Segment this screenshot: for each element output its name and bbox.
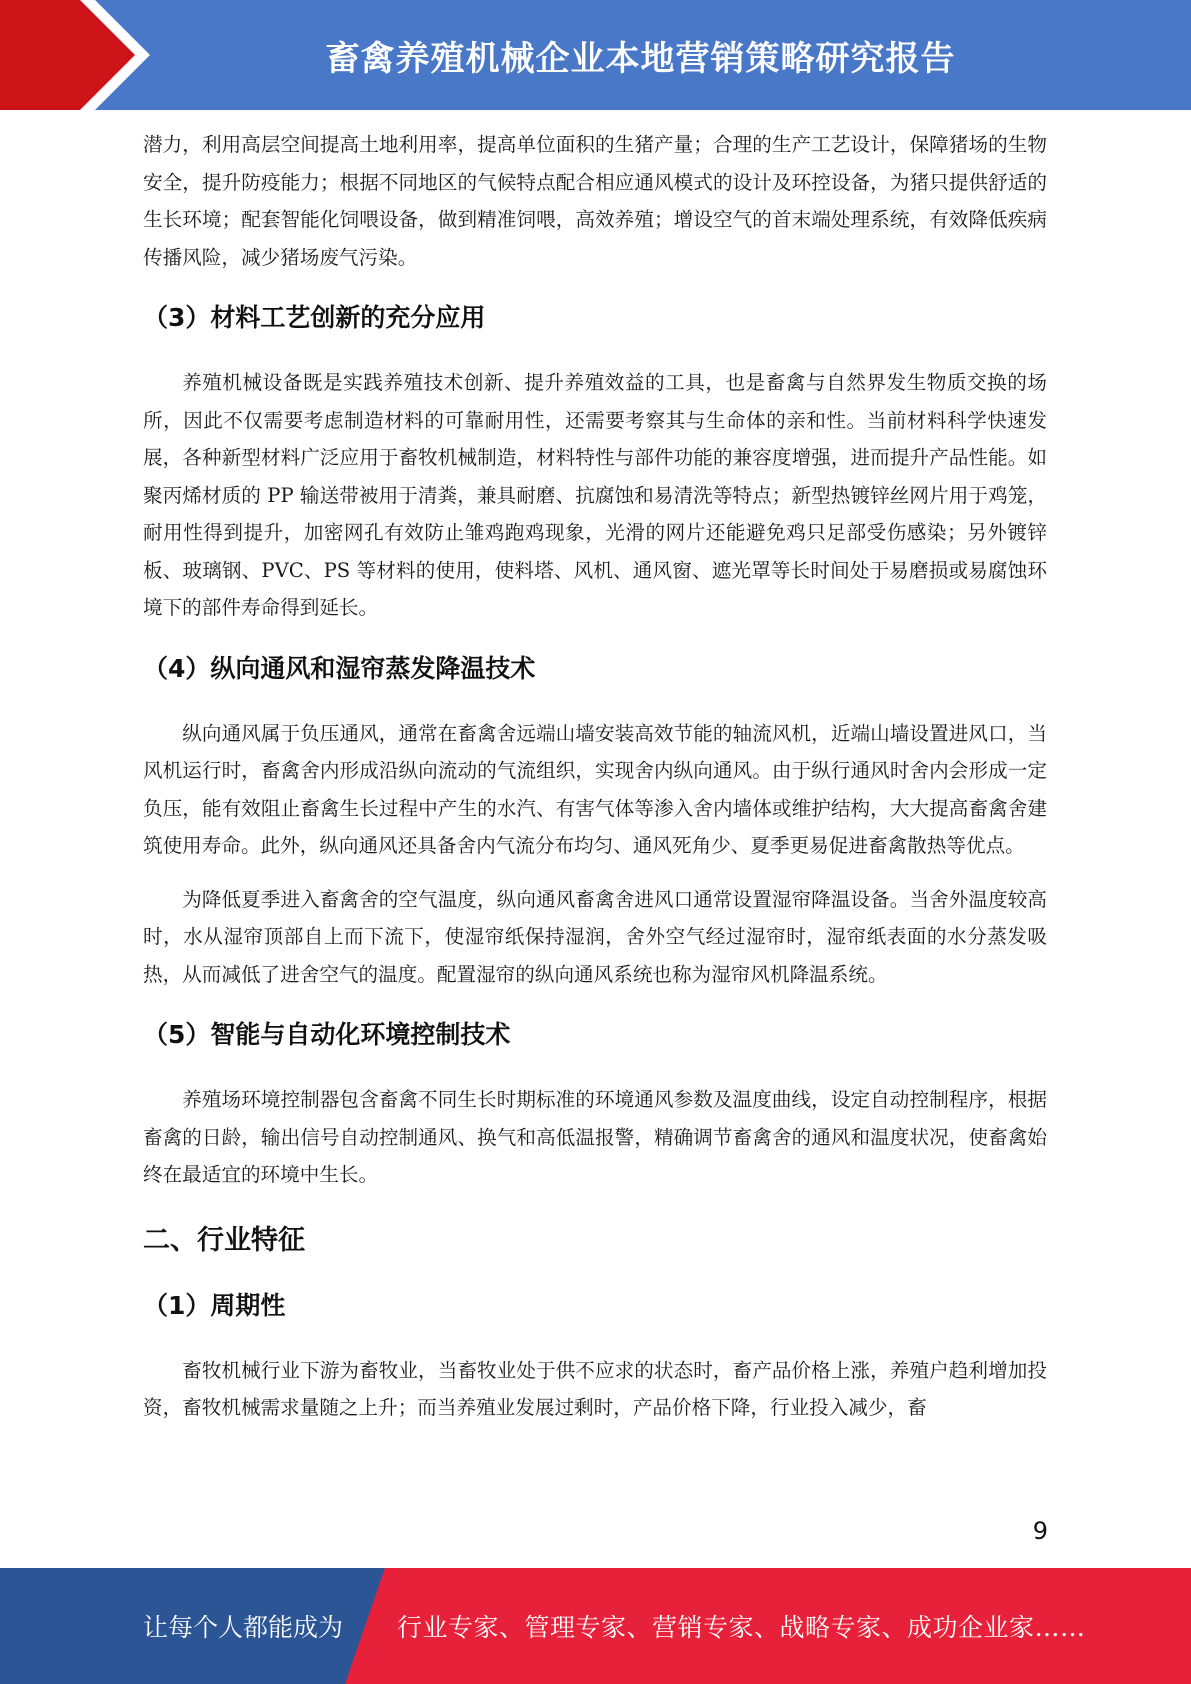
section-3-paragraph: 养殖机械设备既是实践养殖技术创新、提升养殖效益的工具，也是畜禽与自然界发生物质交换的场所，因此不仅需要考虑制造材料的可靠耐用性，还需要考察其与生命体的亲和性。当前材料科学快速发展，各种新型材料广泛应用于畜牧机械制造，材料特性与部件功能的兼容度增强，进而提升产品性能。如聚丙烯材质的 PP 输送带被用于清粪，兼具耐磨、抗腐蚀和易清洗等特点；新型热镀锌丝网片用于鸡笼，耐用性得到提升，加密网孔有效防止雏鸡跑鸡现象，光滑的网片还能避免鸡只足部受伤感染；另外镀锌板、玻璃钢、PVC、PS 等材料的使用，使料塔、风机、通风窗、遮光罩等长时间处于易磨损或易腐蚀环境下的部件寿命得到延长。 xyxy=(143,371,1047,619)
chapter-heading: 二、行业特征 xyxy=(143,1224,305,1256)
section-4-paragraph-1: 纵向通风属于负压通风，通常在畜禽舍远端山墙安装高效节能的轴流风机，近端山墙设置进风口，当风机运行时，畜禽舍内形成沿纵向流动的气流组织，实现舍内纵向通风。由于纵行通风时舍内会形成一定负压，能有效阻止畜禽生长过程中产生的水汽、有害气体等渗入舍内墙体或维护结构，大大提高畜禽舍建筑使用寿命。此外，纵向通风还具备舍内气流分布均匀、通风死角少、夏季更易促进畜禽散热等优点。 xyxy=(143,721,1047,857)
header-chevron-icon xyxy=(0,0,160,110)
footer-slogan-right: 行业专家、管理专家、营销专家、战略专家、成功企业家…… xyxy=(397,1613,1086,1642)
footer-slogan-left: 让每个人都能成为 xyxy=(143,1613,344,1642)
section-5-paragraph: 养殖场环境控制器包含畜禽不同生长时期标准的环境通风参数及温度曲线，设定自动控制程序，根据畜禽的日龄，输出信号自动控制通风、换气和高低温报警，精确调节畜禽舍的通风和温度状况，使畜禽始终在最适宜的环境中生长。 xyxy=(143,1088,1047,1186)
sub-section-heading: （1）周期性 xyxy=(143,1290,286,1320)
report-title: 畜禽养殖机械企业本地营销策略研究报告 xyxy=(325,38,956,79)
section-4-paragraph-2: 为降低夏季进入畜禽舍的空气温度，纵向通风畜禽舍进风口通常设置湿帘降温设备。当舍外温度较高时，水从湿帘顶部自上而下流下，使湿帘纸保持湿润，舍外空气经过湿帘时，湿帘纸表面的水分蒸发吸热，从而减低了进舍空气的温度。配置湿帘的纵向通风系统也称为湿帘风机降温系统。 xyxy=(143,887,1047,986)
sub-section-paragraph: 畜牧机械行业下游为畜牧业，当畜牧业处于供不应求的状态时，畜产品价格上涨，养殖户趋利增加投资，畜牧机械需求量随之上升；而当养殖业发展过剩时，产品价格下降，行业投入减少，畜 xyxy=(143,1358,1047,1419)
page-number: 9 xyxy=(1032,1517,1048,1545)
intro-paragraph: 潜力，利用高层空间提高土地利用率，提高单位面积的生猪产量；合理的生产工艺设计，保障猪场的生物安全，提升防疫能力；根据不同地区的气候特点配合相应通风模式的设计及环控设备，为猪只提供舒适的生长环境；配套智能化饲喂设备，做到精准饲喂，高效养殖；增设空气的首末端处理系统，有效降低疾病传播风险，减少猪场废气污染。 xyxy=(143,133,1047,269)
section-heading-4: （4）纵向通风和湿帘蒸发降温技术 xyxy=(143,653,536,683)
page-footer xyxy=(0,1568,1191,1684)
section-heading-3: （3）材料工艺创新的充分应用 xyxy=(143,303,486,332)
page-header xyxy=(0,0,1191,110)
section-heading-5: （5）智能与自动化环境控制技术 xyxy=(143,1020,511,1049)
document-body xyxy=(143,126,1047,1427)
